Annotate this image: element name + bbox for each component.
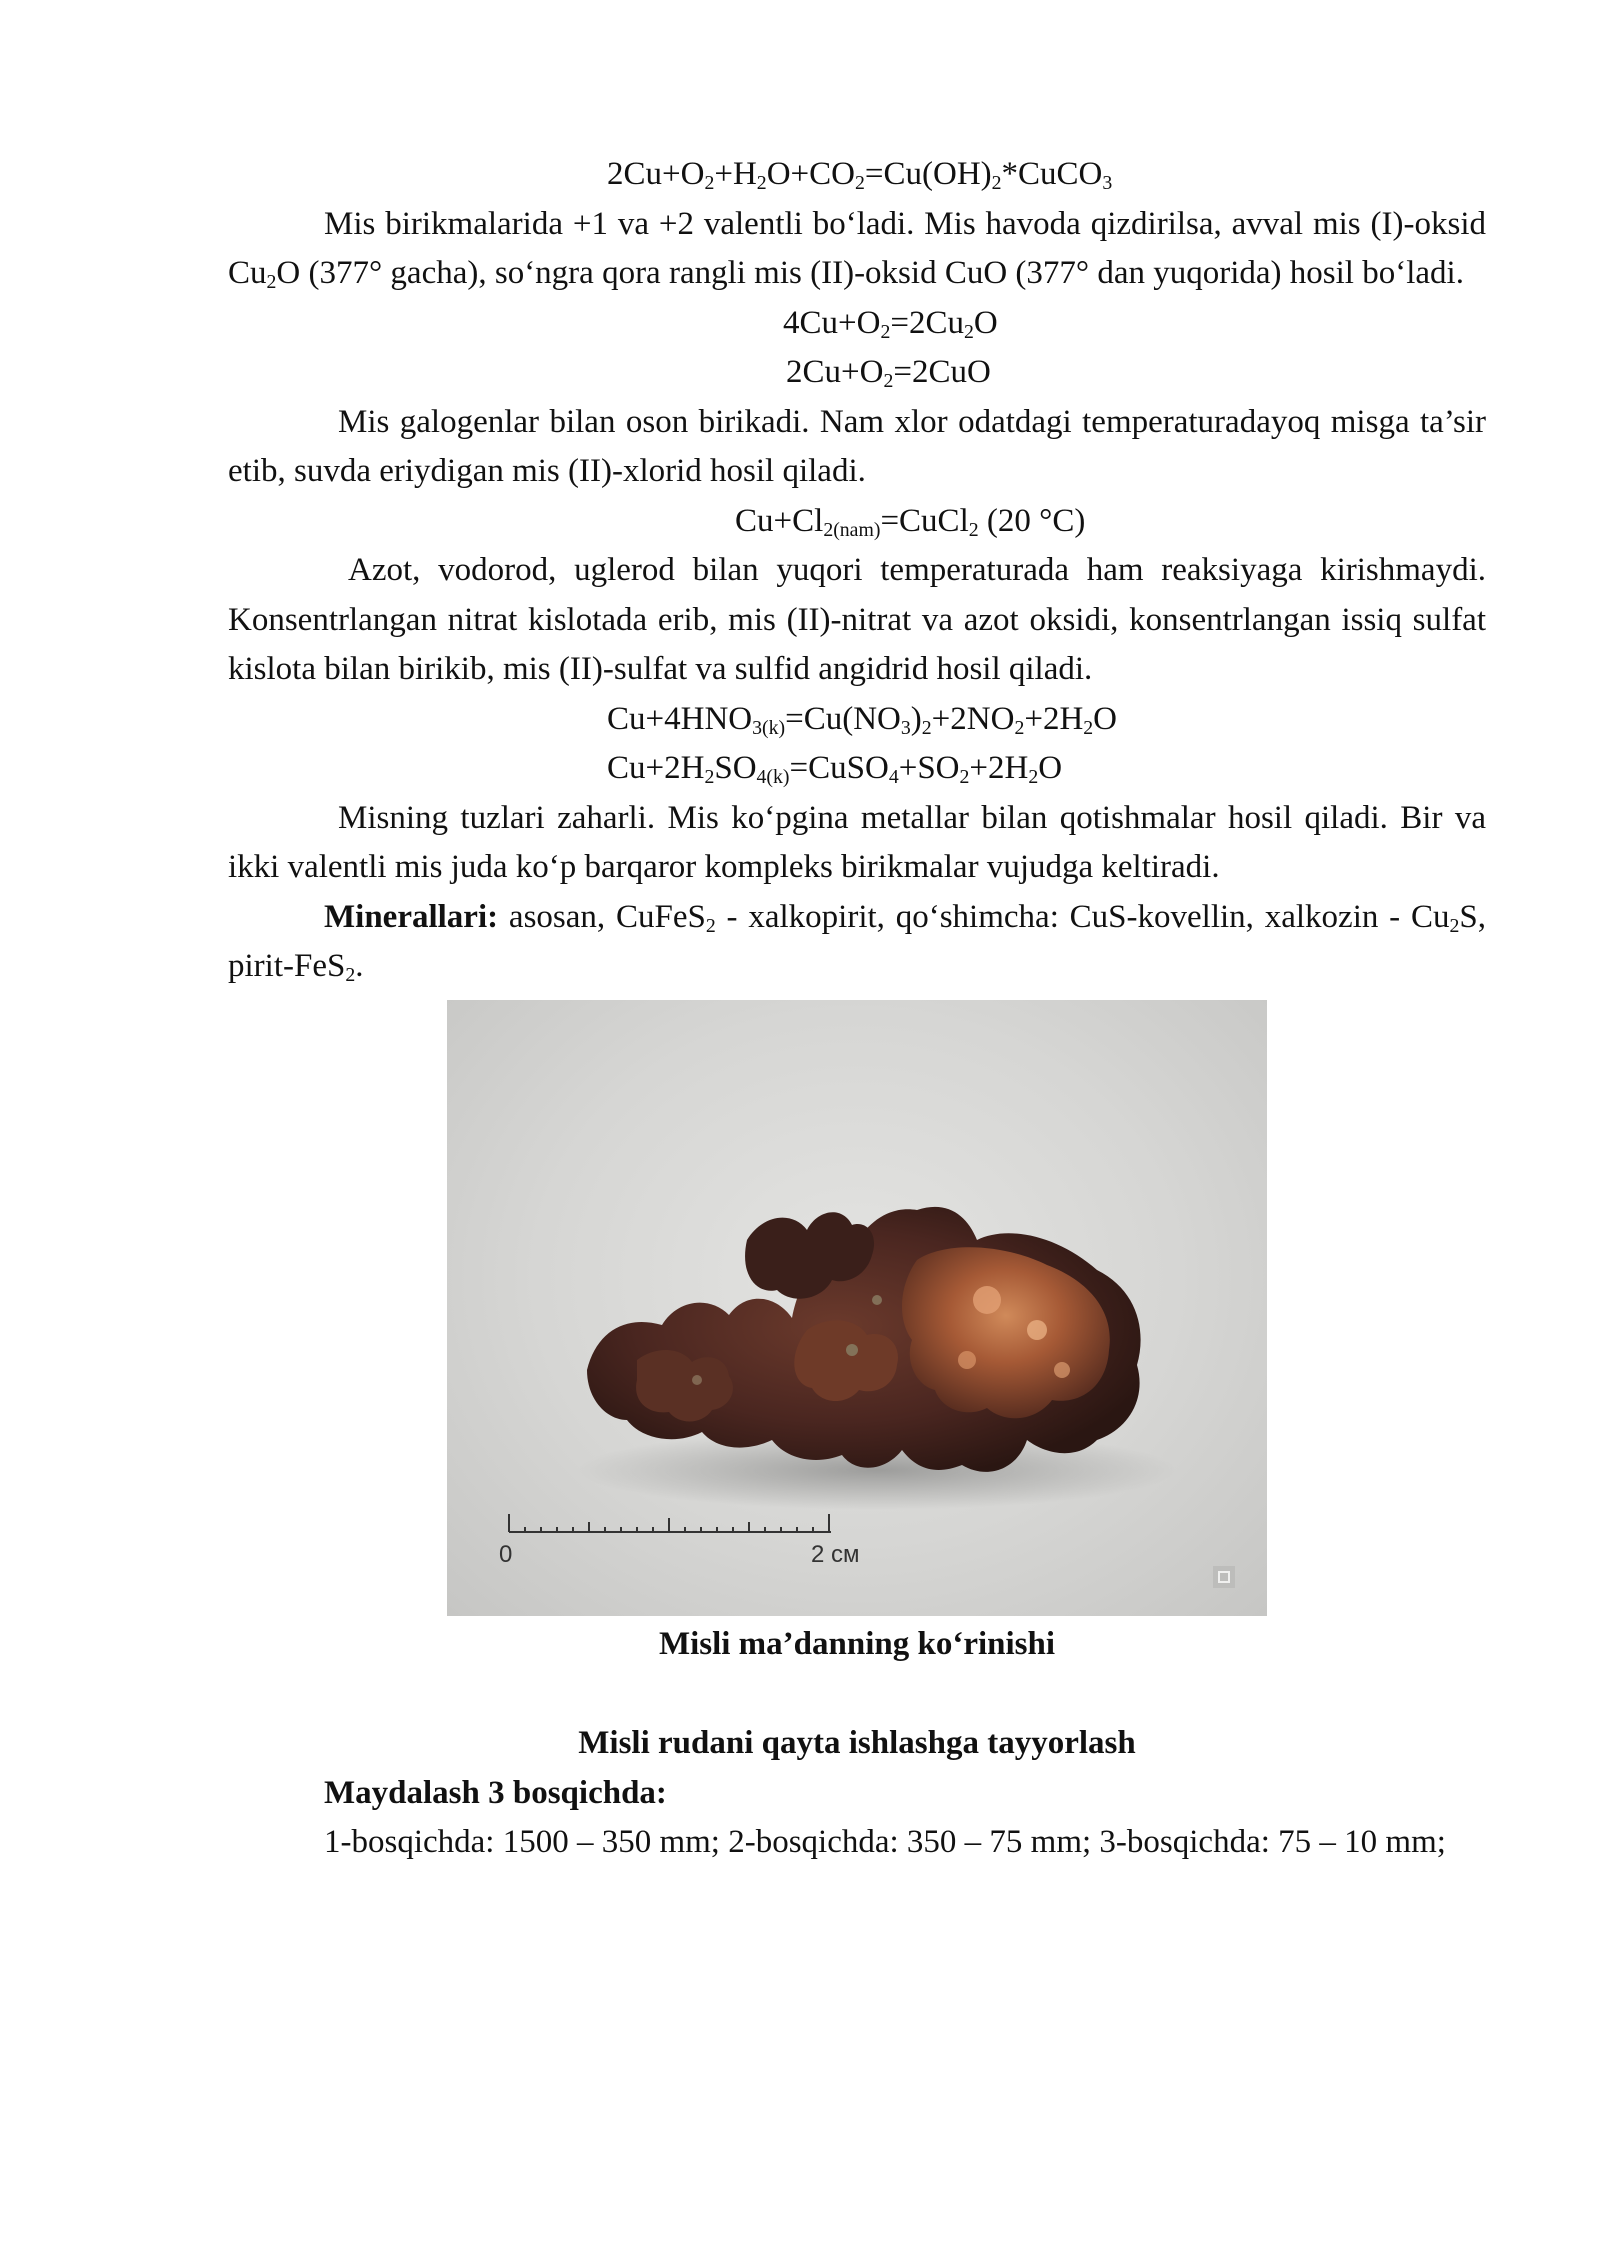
minerals-label: Minerallari: <box>324 898 499 935</box>
paragraph-minerals: Minerallari: asosan, CuFeS$_2$ - xalkopirit, qo‘shimcha: CuS-kovellin, xalkozin - $Cu_2S$, pirit-FeS$_2$. <box>228 898 1487 986</box>
paragraph-halogens: Mis galogenlar bilan oson birikadi. Nam xlor odatdagi temperaturadayoq misga ta’sir etib, suvda eriydigan mis (II)-xlorid hosil qiladi. <box>228 403 1486 489</box>
equation-cu2o: $4Cu+O_2=2Cu_2O$ <box>783 304 998 343</box>
paragraph-valence: Mis birikmalarida +1 va +2 valentli bo‘ladi. Mis havoda qizdirilsa, avval mis (I)-oksid $Cu_2O$ (377° gacha), so‘ngra qora rangli mis (II)-oksid CuO (377° dan yuqorida) hosil bo‘ladi. <box>228 205 1486 293</box>
equation-copper-carbonate: $2Cu+O_2+H_2O+CO_2=Cu(OH)_2*CuCO_3$ <box>607 156 1113 194</box>
equation-cucl2: $Cu+Cl_{2(nam)}=CuCl_2$ (20 °C) <box>735 502 1086 541</box>
copper-ore-photo <box>447 1000 1267 1616</box>
scale-zero-label: 0 <box>499 1540 513 1568</box>
measurement-scale <box>499 1514 860 1568</box>
copper-ore-specimen <box>587 1206 1141 1471</box>
equation-cuo: $2Cu+O_2=2CuO$ <box>786 354 991 392</box>
section-heading: Misli rudani qayta ishlashga tayyorlash <box>578 1725 1136 1761</box>
watermark-logo <box>1213 1566 1235 1588</box>
section-subheading: Maydalash 3 bosqichda: <box>324 1774 667 1811</box>
paragraph-salts: Misning tuzlari zaharli. Mis ko‘pgina metallar bilan qotishmalar hosil qiladi. Bir va ikki valentli mis juda ko‘p barqaror kompleks birikmalar vujudga keltiradi. <box>228 799 1486 885</box>
figure-caption: Misli ma’danning ko‘rinishi <box>658 1625 1056 1662</box>
equation-nitric-acid: $Cu+4HNO_{3(k)}=Cu(NO_3)_2+2NO_2+2H_2O$ <box>607 700 1118 739</box>
crushing-stages-text: 1-bosqichda: 1500 – 350 mm; 2-bosqichda: 350 – 75 mm; 3-bosqichda: 75 – 10 mm; <box>324 1824 1446 1860</box>
paragraph-acids: Azot, vodorod, uglerod bilan yuqori temperaturada ham reaksiyaga kirishmaydi. Konsentrlangan nitrat kislotada erib, mis (II)-nitrat va azot oksidi, konsentrlangan issiq sulfat kislota bilan birikib, mis (II)-sulfat va sulfid angidrid hosil qiladi. <box>228 552 1486 687</box>
scale-unit-label: 2 см <box>811 1540 860 1568</box>
equation-sulfuric-acid: $Cu+2H_2SO_{4(k)}=CuSO_4+SO_2+2H_2O$ <box>607 750 1063 788</box>
document-page <box>228 150 1486 1868</box>
